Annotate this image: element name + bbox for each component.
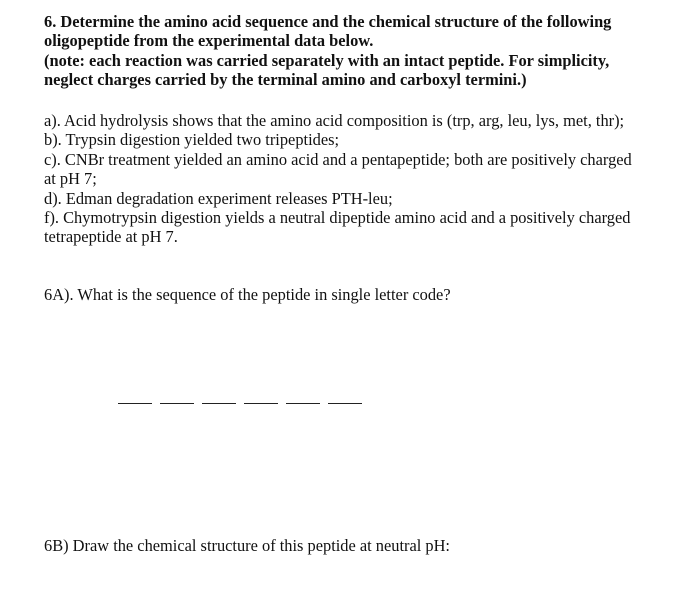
item-c-continued: at pH 7; (44, 169, 97, 189)
answer-blank (328, 403, 362, 404)
answer-blank (244, 403, 278, 404)
question-6b: 6B) Draw the chemical structure of this peptide at neutral pH: (44, 536, 450, 555)
header-line: oligopeptide from the experimental data below. (44, 31, 374, 51)
item-f-continued: tetrapeptide at pH 7. (44, 227, 178, 247)
item-a: a). Acid hydrolysis shows that the amino acid composition is (trp, arg, leu, lys, met, thr); (44, 111, 625, 130)
item-d: d). Edman degradation experiment releases PTH-leu; (44, 188, 393, 208)
item-c: c). CNBr treatment yielded an amino acid and a pentapeptide; both are positively charged (44, 149, 632, 169)
question-6a: 6A). What is the sequence of the peptide in single letter code? (44, 285, 451, 304)
answer-blank (160, 403, 194, 404)
answer-blanks (118, 403, 362, 404)
answer-blank (118, 403, 152, 404)
item-f: f). Chymotrypsin digestion yields a neutral dipeptide amino acid and a positively charged (44, 208, 631, 228)
header-line: 6. Determine the amino acid sequence and the chemical structure of the following (44, 12, 612, 31)
experimental-data-list (44, 111, 684, 247)
header-note-line: neglect charges carried by the terminal amino and carboxyl termini.) (44, 70, 527, 90)
question-header (44, 12, 684, 90)
answer-blank (286, 403, 320, 404)
answer-blank (202, 403, 236, 404)
header-note-line: (note: each reaction was carried separately with an intact peptide. For simplicity, (44, 50, 610, 70)
item-b: b). Trypsin digestion yielded two tripeptides; (44, 130, 340, 150)
